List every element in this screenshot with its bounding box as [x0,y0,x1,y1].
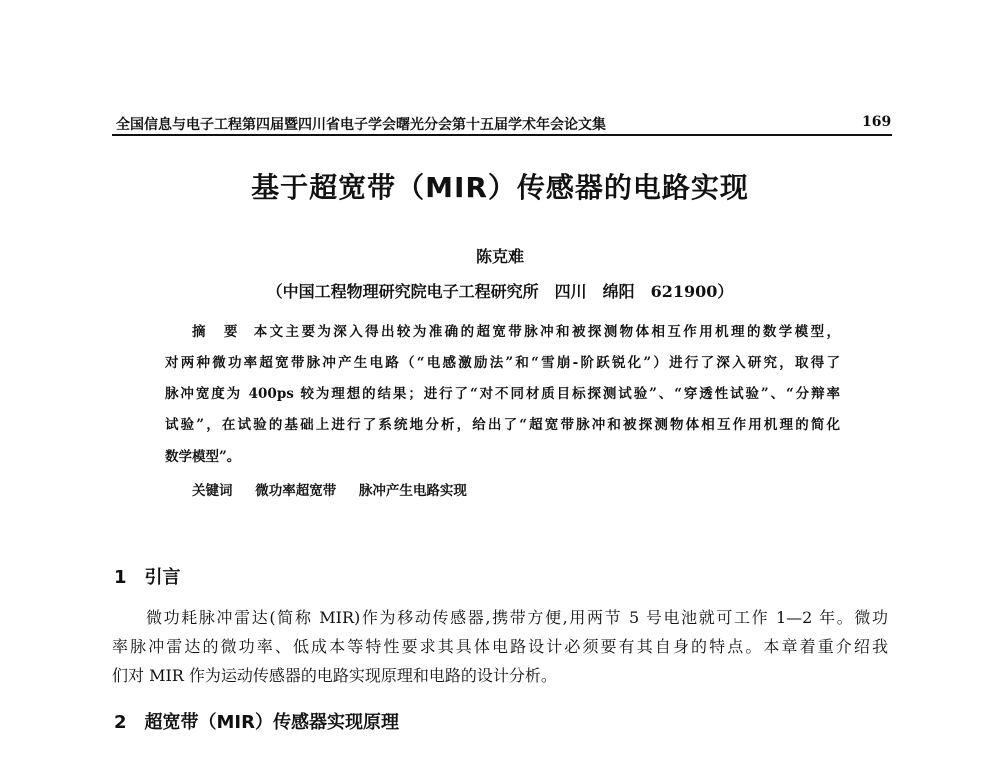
page-number: 169 [862,114,892,130]
abstract-line: 脉冲宽度为 400ps 较为理想的结果；进行了“对不同材质目标探测试验”、“穿透性试验”、“分辩率 [165,386,840,402]
keywords-label: 关键词 [192,483,233,499]
section-heading: 2 超宽带（MIR）传感器实现原理 [114,712,399,733]
abstract-line [192,320,840,340]
paragraph-line: 微功耗脉冲雷达(简称 MIR)作为移动传感器,携带方便,用两节 5 号电池就可工作 1—2 年。微功 [146,608,888,627]
abstract-label: 摘 要 [192,324,240,340]
paragraph-line: 率脉冲雷达的微功率、低成本等特性要求其具体电路设计必须要有其自身的特点。本章着重介绍我 [112,637,888,656]
author: 陈克难 [475,247,524,266]
abstract-text: 本文主要为深入得出较为准确的超宽带脉冲和被探测物体相互作用机理的数学模型， [253,324,840,340]
keyword: 微功率超宽带 [255,483,337,499]
affiliation: （中国工程物理研究院电子工程研究所 四川 绵阳 621900） [266,282,734,301]
keywords [192,479,485,499]
running-head: 全国信息与电子工程第四届暨四川省电子学会曙光分会第十五届学术年会论文集 [116,117,606,133]
abstract-line: 试验”，在试验的基础上进行了系统地分析，给出了“超宽带脉冲和被探测物体相互作用机理的简化 [165,417,840,433]
abstract-line: 对两种微功率超宽带脉冲产生电路（“电感激励法”和“雪崩-阶跃锐化”）进行了深入研究，取得了 [165,355,840,371]
section-heading: 1 引言 [114,567,181,588]
abstract-line: 数学模型”。 [165,449,241,465]
keyword: 脉冲产生电路实现 [358,483,467,499]
header-rule [112,134,892,136]
paragraph-line: 们对 MIR 作为运动传感器的电路实现原理和电路的设计分析。 [112,666,557,685]
paper-title: 基于超宽带（MIR）传感器的电路实现 [251,171,749,204]
